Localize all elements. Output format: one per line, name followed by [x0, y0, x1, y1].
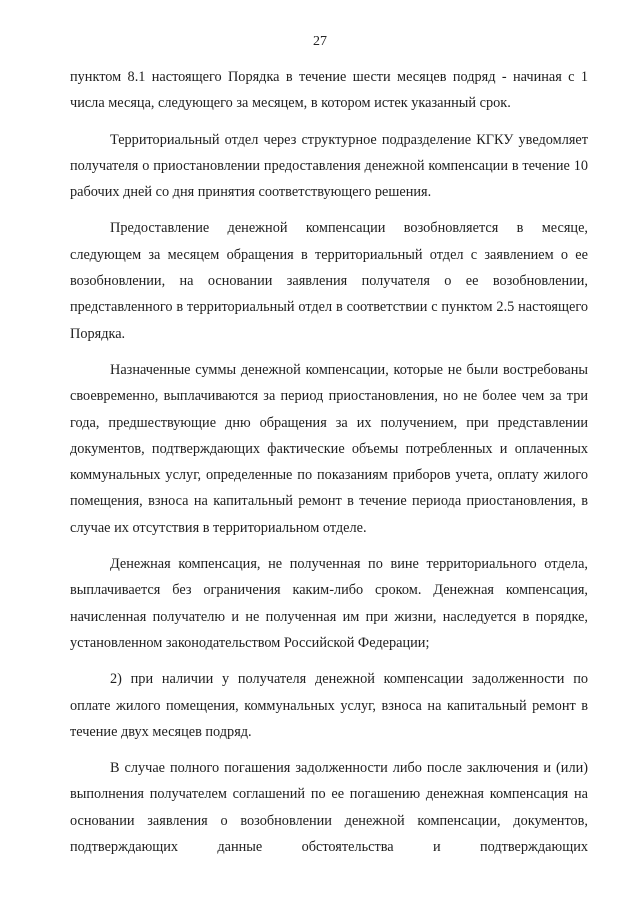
paragraph-6: 2) при наличии у получателя денежной компенсации задолженности по оплате жилого помещения, коммунальных услуг, взноса на капитальный ремонт в течение двух месяцев подряд.	[70, 671, 588, 740]
document-body	[70, 64, 588, 860]
paragraph-3: Предоставление денежной компенсации возобновляется в месяце, следующем за месяцем обращения в территориальный отдел с заявлением о ее возобновлении, на основании заявления получателя о ее возобновлении, представленного в территориальный отдел в соответствии с пунктом 2.5 настоящего Порядка.	[70, 220, 588, 342]
page-number: 27	[313, 34, 327, 49]
paragraph-1: пунктом 8.1 настоящего Порядка в течение шести месяцев подряд - начиная с 1 числа месяца, следующего за месяцем, в котором истек указанный срок.	[70, 69, 588, 112]
paragraph-7: В случае полного погашения задолженности либо после заключения и (или) выполнения получателем соглашений по ее погашению денежная компенсация на основании заявления о возобновлении денежной компенсации, документов, подтверждающих данные обстоятельства и подтверждающих	[70, 760, 588, 856]
paragraph-2: Территориальный отдел через структурное подразделение КГКУ уведомляет получателя о приостановлении предоставления денежной компенсации в течение 10 рабочих дней со дня принятия соответствующего решения.	[70, 131, 588, 201]
paragraph-4: Назначенные суммы денежной компенсации, которые не были востребованы своевременно, выплачиваются за период приостановления, но не более чем за три года, предшествующие дню обращения за их получением, при представлении документов, подтверждающих фактические объемы потребленных и оплаченных коммунальных услуг, определенные по показаниям приборов учета, оплату жилого помещения, взноса на капитальный ремонт в течение периода приостановления, в случае их отсутствия в территориальном отделе.	[70, 361, 588, 536]
paragraph-5: Денежная компенсация, не полученная по вине территориального отдела, выплачивается без ограничения каким-либо сроком. Денежная компенсация, начисленная получателю и не полученная им при жизни, наследуется в порядке, установленном законодательством Российской Федерации;	[70, 556, 588, 651]
